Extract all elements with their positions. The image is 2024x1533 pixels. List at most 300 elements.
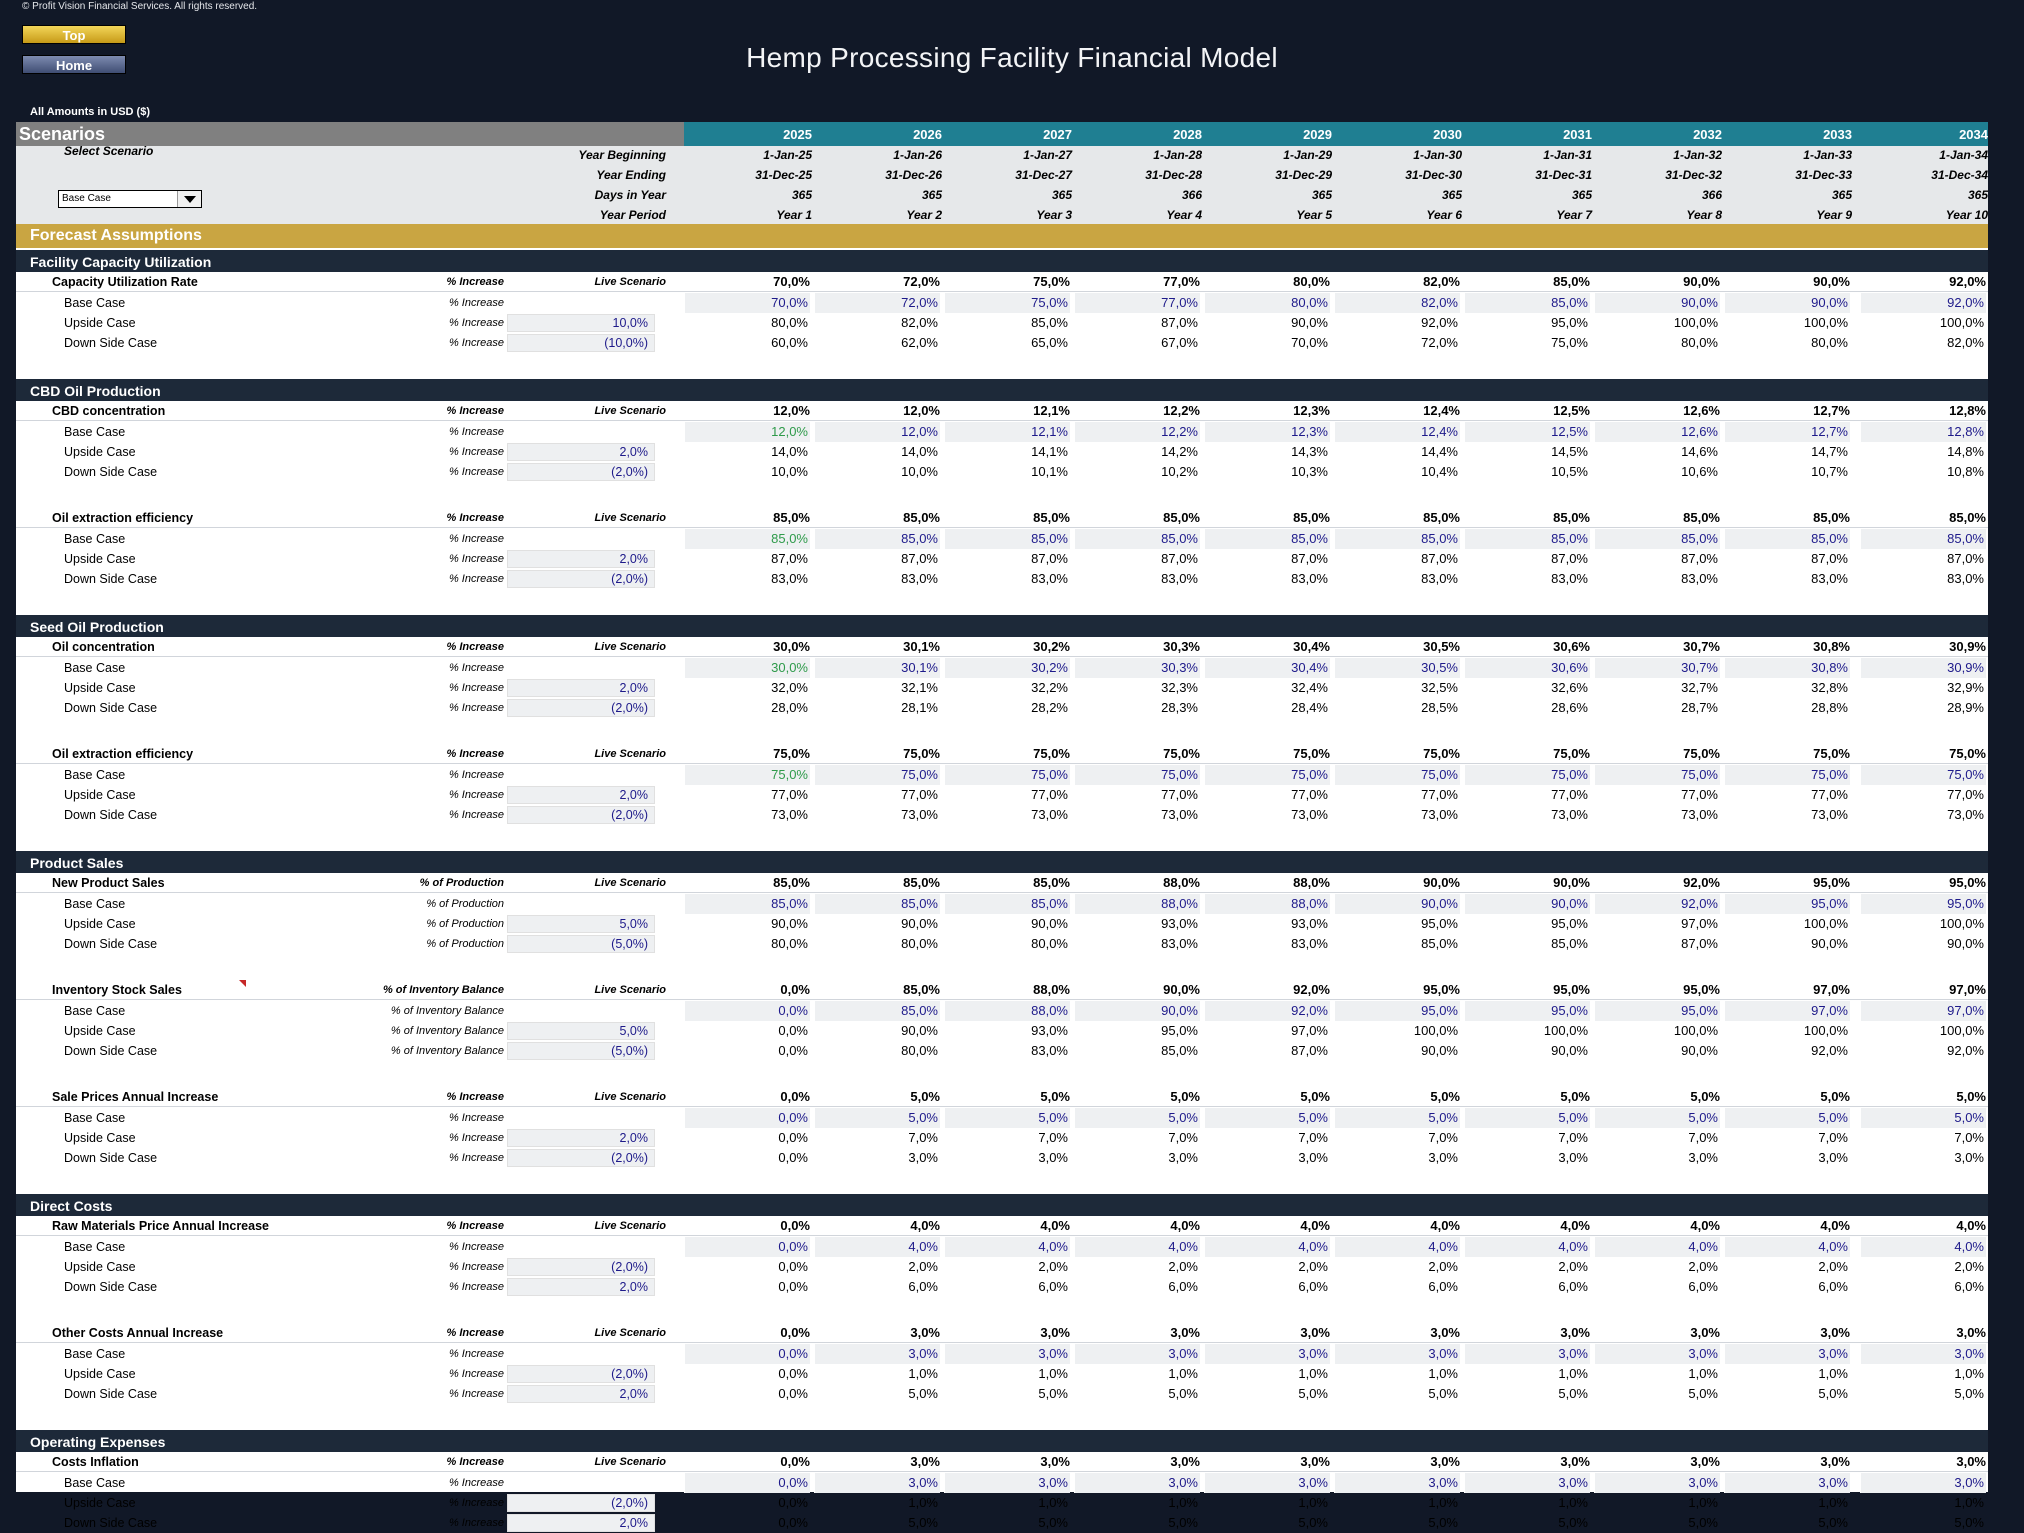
value-cell[interactable]: 30,8% xyxy=(1724,658,1850,678)
scenario-adjustment-input[interactable]: (5,0%) xyxy=(507,935,655,953)
row-unit: % of Production xyxy=(426,938,504,950)
chevron-down-icon[interactable] xyxy=(177,191,201,207)
value-cell[interactable]: 4,0% xyxy=(944,1237,1070,1257)
value-cell: 3,0% xyxy=(1820,1325,1850,1340)
scenario-adjustment-input[interactable]: 2,0% xyxy=(507,1129,655,1147)
live-scenario-row xyxy=(16,1087,1988,1107)
value-cell: 83,0% xyxy=(1031,1043,1068,1058)
value-cell[interactable]: 30,4% xyxy=(1204,658,1330,678)
value-cell: 30,6% xyxy=(1553,639,1590,654)
value-cell[interactable]: 97,0% xyxy=(1860,1001,1986,1021)
header-label-4: Year Period xyxy=(599,208,666,222)
scenario-adjustment-input[interactable]: (2,0%) xyxy=(507,699,655,717)
value-cell: 30,7% xyxy=(1683,639,1720,654)
row-label: Raw Materials Price Annual Increase xyxy=(52,1219,269,1233)
value-cell[interactable]: 12,6% xyxy=(1594,422,1720,442)
header-value: 1-Jan-26 xyxy=(893,148,942,162)
value-cell[interactable]: 85,0% xyxy=(944,529,1070,549)
row-unit: % Increase xyxy=(446,1327,504,1339)
value-cell[interactable]: 90,0% xyxy=(1464,894,1590,914)
scenario-adjustment-input[interactable]: (10,0%) xyxy=(507,334,655,352)
value-cell: 95,0% xyxy=(1551,916,1588,931)
value-cell: 10,7% xyxy=(1811,464,1848,479)
value-cell[interactable]: 95,0% xyxy=(1334,1001,1460,1021)
value-cell[interactable]: 5,0% xyxy=(1594,1108,1720,1128)
value-cell[interactable]: 82,0% xyxy=(1334,293,1460,313)
value-cell[interactable]: 3,0% xyxy=(1860,1344,1986,1364)
value-cell[interactable]: 5,0% xyxy=(1334,1108,1460,1128)
value-cell: 95,0% xyxy=(1161,1023,1198,1038)
value-cell: 97,0% xyxy=(1949,982,1986,997)
value-cell: 4,0% xyxy=(1956,1218,1986,1233)
value-cell[interactable]: 95,0% xyxy=(1724,894,1850,914)
year-header-8: 2032 xyxy=(1693,127,1722,142)
value-cell: 3,0% xyxy=(1038,1150,1068,1165)
scenarios-header: Scenarios xyxy=(16,122,684,146)
down-case-row xyxy=(16,805,1988,825)
value-cell: 12,3% xyxy=(1293,403,1330,418)
select-scenario-label: Select Scenario xyxy=(64,144,154,158)
value-cell[interactable]: 0,0% xyxy=(684,1344,810,1364)
value-cell[interactable]: 75,0% xyxy=(1204,765,1330,785)
value-cell[interactable]: 80,0% xyxy=(1204,293,1330,313)
scenario-adjustment-input[interactable]: (2,0%) xyxy=(507,1365,655,1383)
value-cell: 7,0% xyxy=(1558,1130,1588,1145)
value-cell[interactable]: 85,0% xyxy=(1594,529,1720,549)
value-cell: 85,0% xyxy=(1423,510,1460,525)
value-cell: 92,0% xyxy=(1947,1043,1984,1058)
value-cell[interactable]: 72,0% xyxy=(814,293,940,313)
row-label: Base Case xyxy=(64,1476,126,1490)
row-label: Upside Case xyxy=(64,445,136,459)
value-cell: 3,0% xyxy=(908,1150,938,1165)
value-cell[interactable]: 3,0% xyxy=(1594,1344,1720,1364)
value-cell: 85,0% xyxy=(1683,510,1720,525)
value-cell[interactable]: 90,0% xyxy=(1594,293,1720,313)
scenario-adjustment-input[interactable]: 2,0% xyxy=(507,1385,655,1403)
value-cell[interactable]: 85,0% xyxy=(684,894,810,914)
value-cell: 28,5% xyxy=(1421,700,1458,715)
value-cell: 90,0% xyxy=(771,916,808,931)
row-unit: % Increase xyxy=(448,1132,504,1144)
value-cell[interactable]: 30,9% xyxy=(1860,658,1986,678)
row-unit: % Increase xyxy=(448,573,504,585)
value-cell: 3,0% xyxy=(1298,1150,1328,1165)
value-cell: 5,0% xyxy=(1558,1386,1588,1401)
value-cell: 10,1% xyxy=(1031,464,1068,479)
live-scenario-label: Live Scenario xyxy=(594,984,666,996)
value-cell[interactable]: 30,0% xyxy=(684,658,810,678)
value-cell: 0,0% xyxy=(778,1279,808,1294)
header-value: 31-Dec-27 xyxy=(1015,168,1072,182)
scenario-adjustment-input[interactable]: 2,0% xyxy=(507,550,655,568)
value-cell: 4,0% xyxy=(1300,1218,1330,1233)
year-header-7: 2031 xyxy=(1563,127,1592,142)
scenario-select-value: Base Case xyxy=(62,193,111,204)
scenario-adjustment-input[interactable]: (2,0%) xyxy=(507,806,655,824)
value-cell[interactable]: 77,0% xyxy=(1074,293,1200,313)
value-cell: 85,0% xyxy=(1553,510,1590,525)
year-header-9: 2033 xyxy=(1823,127,1852,142)
value-cell[interactable]: 12,0% xyxy=(684,422,810,442)
value-cell: 90,0% xyxy=(1681,1043,1718,1058)
value-cell: 5,0% xyxy=(1298,1386,1328,1401)
value-cell[interactable]: 3,0% xyxy=(1074,1473,1200,1493)
value-cell: 0,0% xyxy=(778,1259,808,1274)
scenario-adjustment-input[interactable]: 2,0% xyxy=(507,443,655,461)
value-cell: 3,0% xyxy=(1956,1325,1986,1340)
value-cell: 73,0% xyxy=(1811,807,1848,822)
value-cell: 32,0% xyxy=(771,680,808,695)
value-cell[interactable]: 30,3% xyxy=(1074,658,1200,678)
value-cell: 90,0% xyxy=(1551,1043,1588,1058)
value-cell: 77,0% xyxy=(1163,274,1200,289)
value-cell[interactable]: 3,0% xyxy=(1334,1344,1460,1364)
value-cell[interactable]: 95,0% xyxy=(1464,1001,1590,1021)
value-cell: 1,0% xyxy=(1818,1495,1848,1510)
value-cell[interactable]: 5,0% xyxy=(1860,1108,1986,1128)
row-label: Upside Case xyxy=(64,316,136,330)
value-cell: 95,0% xyxy=(1423,982,1460,997)
value-cell: 28,8% xyxy=(1811,700,1848,715)
value-cell[interactable]: 3,0% xyxy=(1074,1344,1200,1364)
value-cell: 32,6% xyxy=(1551,680,1588,695)
scenario-adjustment-input[interactable]: 2,0% xyxy=(507,786,655,804)
value-cell: 82,0% xyxy=(1947,335,1984,350)
value-cell: 87,0% xyxy=(1421,551,1458,566)
value-cell: 0,0% xyxy=(778,1515,808,1530)
value-cell[interactable]: 75,0% xyxy=(1074,765,1200,785)
value-cell[interactable]: 4,0% xyxy=(814,1237,940,1257)
value-cell: 3,0% xyxy=(1040,1454,1070,1469)
value-cell[interactable]: 5,0% xyxy=(1464,1108,1590,1128)
live-scenario-label: Live Scenario xyxy=(594,512,666,524)
row-label: Upside Case xyxy=(64,1496,136,1510)
value-cell: 100,0% xyxy=(1673,1023,1718,1038)
value-cell[interactable]: 85,0% xyxy=(1860,529,1986,549)
value-cell: 80,0% xyxy=(901,936,938,951)
value-cell: 6,0% xyxy=(1298,1279,1328,1294)
value-cell[interactable]: 3,0% xyxy=(1860,1473,1986,1493)
value-cell: 10,2% xyxy=(1161,464,1198,479)
live-scenario-label: Live Scenario xyxy=(594,748,666,760)
base-case-row xyxy=(16,894,1988,914)
section-header: Operating Expenses xyxy=(16,1430,1988,1452)
row-label: Down Side Case xyxy=(64,808,158,822)
value-cell: 5,0% xyxy=(1558,1515,1588,1530)
down-case-row xyxy=(16,698,1988,718)
value-cell[interactable]: 90,0% xyxy=(1724,293,1850,313)
value-cell: 12,5% xyxy=(1553,403,1590,418)
value-cell: 30,2% xyxy=(1033,639,1070,654)
value-cell: 3,0% xyxy=(1818,1150,1848,1165)
year-header-5: 2029 xyxy=(1303,127,1332,142)
live-scenario-row xyxy=(16,401,1988,421)
value-cell[interactable]: 75,0% xyxy=(944,765,1070,785)
value-cell[interactable]: 12,4% xyxy=(1334,422,1460,442)
value-cell: 14,0% xyxy=(771,444,808,459)
year-header-1: 2025 xyxy=(783,127,812,142)
value-cell: 3,0% xyxy=(1300,1454,1330,1469)
scenario-adjustment-input[interactable]: 5,0% xyxy=(507,1022,655,1040)
value-cell[interactable]: 95,0% xyxy=(1860,894,1986,914)
live-scenario-label: Live Scenario xyxy=(594,1220,666,1232)
value-cell[interactable]: 30,7% xyxy=(1594,658,1720,678)
row-label: Down Side Case xyxy=(64,1151,158,1165)
scenario-adjustment-input[interactable]: (5,0%) xyxy=(507,1042,655,1060)
year-header-10: 2034 xyxy=(1959,127,1988,142)
value-cell: 65,0% xyxy=(1031,335,1068,350)
value-cell[interactable]: 30,1% xyxy=(814,658,940,678)
value-cell[interactable]: 5,0% xyxy=(944,1108,1070,1128)
value-cell[interactable]: 88,0% xyxy=(1204,894,1330,914)
header-label-1: Year Beginning xyxy=(578,148,666,162)
value-cell[interactable]: 5,0% xyxy=(1074,1108,1200,1128)
value-cell[interactable]: 4,0% xyxy=(1594,1237,1720,1257)
live-scenario-row xyxy=(16,1323,1988,1343)
scenario-adjustment-input[interactable]: (2,0%) xyxy=(507,1258,655,1276)
value-cell[interactable]: 75,0% xyxy=(1464,765,1590,785)
live-scenario-label: Live Scenario xyxy=(594,641,666,653)
value-cell: 90,0% xyxy=(1683,274,1720,289)
value-cell[interactable]: 5,0% xyxy=(1204,1108,1330,1128)
value-cell: 0,0% xyxy=(780,982,810,997)
value-cell[interactable]: 0,0% xyxy=(684,1473,810,1493)
value-cell: 95,0% xyxy=(1553,982,1590,997)
value-cell: 2,0% xyxy=(1818,1259,1848,1274)
row-unit: % Increase xyxy=(448,533,504,545)
value-cell[interactable]: 90,0% xyxy=(1334,894,1460,914)
value-cell: 5,0% xyxy=(1428,1515,1458,1530)
row-label: Down Side Case xyxy=(64,336,158,350)
value-cell: 87,0% xyxy=(1681,936,1718,951)
value-cell[interactable]: 85,0% xyxy=(1724,529,1850,549)
scenario-adjustment-input[interactable]: (2,0%) xyxy=(507,463,655,481)
value-cell[interactable]: 97,0% xyxy=(1724,1001,1850,1021)
value-cell[interactable]: 4,0% xyxy=(1724,1237,1850,1257)
scenario-adjustment-input[interactable]: (2,0%) xyxy=(507,570,655,588)
value-cell: 6,0% xyxy=(1954,1279,1984,1294)
value-cell[interactable]: 12,7% xyxy=(1724,422,1850,442)
value-cell: 3,0% xyxy=(910,1454,940,1469)
value-cell[interactable]: 12,2% xyxy=(1074,422,1200,442)
value-cell[interactable]: 3,0% xyxy=(1464,1344,1590,1364)
value-cell[interactable]: 4,0% xyxy=(1204,1237,1330,1257)
value-cell[interactable]: 0,0% xyxy=(684,1108,810,1128)
value-cell[interactable]: 5,0% xyxy=(814,1108,940,1128)
value-cell[interactable]: 4,0% xyxy=(1860,1237,1986,1257)
row-label: Oil extraction efficiency xyxy=(52,747,194,761)
value-cell[interactable]: 4,0% xyxy=(1464,1237,1590,1257)
value-cell[interactable]: 85,0% xyxy=(1074,529,1200,549)
value-cell[interactable]: 3,0% xyxy=(1724,1473,1850,1493)
header-value: 31-Dec-34 xyxy=(1931,168,1988,182)
value-cell: 1,0% xyxy=(1168,1366,1198,1381)
value-cell: 32,4% xyxy=(1291,680,1328,695)
value-cell[interactable]: 3,0% xyxy=(944,1344,1070,1364)
value-cell: 5,0% xyxy=(1170,1089,1200,1104)
value-cell[interactable]: 0,0% xyxy=(684,1237,810,1257)
value-cell[interactable]: 85,0% xyxy=(1204,529,1330,549)
value-cell[interactable]: 3,0% xyxy=(1464,1473,1590,1493)
value-cell: 2,0% xyxy=(1168,1259,1198,1274)
value-cell[interactable]: 88,0% xyxy=(1074,894,1200,914)
value-cell: 5,0% xyxy=(1428,1386,1458,1401)
value-cell[interactable]: 3,0% xyxy=(1204,1473,1330,1493)
value-cell: 1,0% xyxy=(1558,1495,1588,1510)
value-cell[interactable]: 75,0% xyxy=(1594,765,1720,785)
scenario-adjustment-input[interactable]: (2,0%) xyxy=(507,1149,655,1167)
value-cell[interactable]: 75,0% xyxy=(1860,765,1986,785)
live-scenario-label: Live Scenario xyxy=(594,405,666,417)
value-cell: 1,0% xyxy=(1954,1366,1984,1381)
value-cell: 1,0% xyxy=(1428,1495,1458,1510)
value-cell: 93,0% xyxy=(1161,916,1198,931)
value-cell[interactable]: 85,0% xyxy=(1334,529,1460,549)
value-cell[interactable]: 70,0% xyxy=(684,293,810,313)
value-cell[interactable]: 85,0% xyxy=(814,529,940,549)
value-cell[interactable]: 5,0% xyxy=(1724,1108,1850,1128)
down-case-row xyxy=(16,569,1988,589)
value-cell[interactable]: 3,0% xyxy=(944,1473,1070,1493)
base-case-row xyxy=(16,1237,1988,1257)
value-cell[interactable]: 92,0% xyxy=(1594,894,1720,914)
value-cell[interactable]: 92,0% xyxy=(1860,293,1986,313)
value-cell: 7,0% xyxy=(1818,1130,1848,1145)
value-cell[interactable]: 75,0% xyxy=(684,765,810,785)
value-cell[interactable]: 12,8% xyxy=(1860,422,1986,442)
value-cell: 4,0% xyxy=(1820,1218,1850,1233)
value-cell: 30,5% xyxy=(1423,639,1460,654)
section-header: CBD Oil Production xyxy=(16,379,1988,401)
value-cell: 6,0% xyxy=(1558,1279,1588,1294)
value-cell[interactable]: 90,0% xyxy=(1074,1001,1200,1021)
row-label: Costs Inflation xyxy=(52,1455,139,1469)
home-button[interactable]: Home xyxy=(22,55,126,74)
scenario-adjustment-input[interactable]: 2,0% xyxy=(507,1278,655,1296)
value-cell[interactable]: 75,0% xyxy=(1724,765,1850,785)
scenario-adjustment-input[interactable]: 2,0% xyxy=(507,1514,655,1532)
value-cell[interactable]: 12,0% xyxy=(814,422,940,442)
value-cell: 77,0% xyxy=(771,787,808,802)
value-cell: 80,0% xyxy=(771,315,808,330)
base-case-row xyxy=(16,529,1988,549)
value-cell: 3,0% xyxy=(1690,1454,1720,1469)
value-cell: 70,0% xyxy=(1291,335,1328,350)
value-cell[interactable]: 85,0% xyxy=(684,529,810,549)
value-cell: 12,0% xyxy=(773,403,810,418)
value-cell: 14,0% xyxy=(901,444,938,459)
value-cell: 3,0% xyxy=(1560,1325,1590,1340)
scenario-adjustment-input[interactable]: 2,0% xyxy=(507,679,655,697)
value-cell: 90,0% xyxy=(1163,982,1200,997)
value-cell: 3,0% xyxy=(1040,1325,1070,1340)
value-cell[interactable]: 85,0% xyxy=(814,1001,940,1021)
value-cell[interactable]: 3,0% xyxy=(1594,1473,1720,1493)
scenario-adjustment-input[interactable]: (2,0%) xyxy=(507,1494,655,1512)
value-cell[interactable]: 30,2% xyxy=(944,658,1070,678)
value-cell[interactable]: 75,0% xyxy=(944,293,1070,313)
value-cell[interactable]: 4,0% xyxy=(1334,1237,1460,1257)
value-cell[interactable]: 85,0% xyxy=(1464,529,1590,549)
header-value: 1-Jan-28 xyxy=(1153,148,1202,162)
value-cell: 75,0% xyxy=(1293,746,1330,761)
value-cell: 10,3% xyxy=(1291,464,1328,479)
value-cell: 5,0% xyxy=(1688,1386,1718,1401)
scenario-adjustment-input[interactable]: 10,0% xyxy=(507,314,655,332)
value-cell[interactable]: 92,0% xyxy=(1204,1001,1330,1021)
value-cell[interactable]: 12,1% xyxy=(944,422,1070,442)
top-button[interactable]: Top xyxy=(22,25,126,44)
header-value: Year 5 xyxy=(1296,208,1332,222)
row-unit: % Increase xyxy=(448,1477,504,1489)
value-cell[interactable]: 30,6% xyxy=(1464,658,1590,678)
value-cell: 85,0% xyxy=(1551,936,1588,951)
scenario-adjustment-input[interactable]: 5,0% xyxy=(507,915,655,933)
value-cell: 100,0% xyxy=(1413,1023,1458,1038)
down-case-row xyxy=(16,1041,1988,1061)
value-cell[interactable]: 85,0% xyxy=(1464,293,1590,313)
value-cell: 83,0% xyxy=(901,571,938,586)
value-cell: 92,0% xyxy=(1293,982,1330,997)
value-cell: 5,0% xyxy=(1820,1089,1850,1104)
value-cell: 0,0% xyxy=(778,1495,808,1510)
value-cell[interactable]: 3,0% xyxy=(814,1344,940,1364)
value-cell[interactable]: 4,0% xyxy=(1074,1237,1200,1257)
comment-indicator-icon[interactable] xyxy=(239,980,246,987)
value-cell: 90,0% xyxy=(1291,315,1328,330)
header-value: 31-Dec-28 xyxy=(1145,168,1202,182)
value-cell: 0,0% xyxy=(778,1130,808,1145)
value-cell: 1,0% xyxy=(1688,1495,1718,1510)
value-cell: 5,0% xyxy=(1690,1089,1720,1104)
value-cell[interactable]: 88,0% xyxy=(944,1001,1070,1021)
value-cell[interactable]: 0,0% xyxy=(684,1001,810,1021)
value-cell[interactable]: 85,0% xyxy=(814,894,940,914)
value-cell: 75,0% xyxy=(1033,746,1070,761)
upside-case-row xyxy=(16,1364,1988,1384)
value-cell[interactable]: 85,0% xyxy=(944,894,1070,914)
value-cell[interactable]: 3,0% xyxy=(814,1473,940,1493)
scenario-select[interactable] xyxy=(58,190,202,208)
row-label: Down Side Case xyxy=(64,1387,158,1401)
row-unit: % Increase xyxy=(448,1241,504,1253)
value-cell: 95,0% xyxy=(1813,875,1850,890)
value-cell[interactable]: 75,0% xyxy=(1334,765,1460,785)
value-cell[interactable]: 30,5% xyxy=(1334,658,1460,678)
value-cell: 100,0% xyxy=(1673,315,1718,330)
value-cell: 28,3% xyxy=(1161,700,1198,715)
value-cell: 28,2% xyxy=(1031,700,1068,715)
value-cell: 80,0% xyxy=(901,1043,938,1058)
value-cell[interactable]: 3,0% xyxy=(1204,1344,1330,1364)
value-cell[interactable]: 95,0% xyxy=(1594,1001,1720,1021)
value-cell: 2,0% xyxy=(1558,1259,1588,1274)
value-cell: 3,0% xyxy=(1820,1454,1850,1469)
value-cell[interactable]: 3,0% xyxy=(1724,1344,1850,1364)
value-cell: 92,0% xyxy=(1421,315,1458,330)
value-cell: 3,0% xyxy=(1430,1325,1460,1340)
live-scenario-row xyxy=(16,1452,1988,1472)
value-cell[interactable]: 12,5% xyxy=(1464,422,1590,442)
value-cell: 100,0% xyxy=(1803,916,1848,931)
value-cell[interactable]: 12,3% xyxy=(1204,422,1330,442)
value-cell[interactable]: 75,0% xyxy=(814,765,940,785)
value-cell: 75,0% xyxy=(1033,274,1070,289)
value-cell: 32,7% xyxy=(1681,680,1718,695)
value-cell[interactable]: 3,0% xyxy=(1334,1473,1460,1493)
value-cell: 72,0% xyxy=(903,274,940,289)
